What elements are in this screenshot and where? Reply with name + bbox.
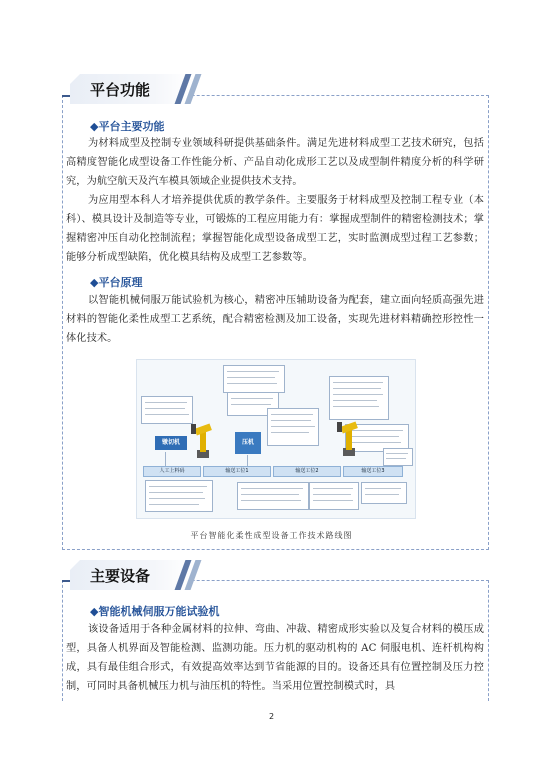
subheading-servo-machine — [90, 603, 219, 619]
section-title-text: 平台功能 — [90, 80, 151, 99]
robot-arm-icon — [189, 420, 215, 460]
paragraph-teaching: 为应用型本科人才培养提供优质的教学条件。主要服务于材料成型及控制工程专业（本科）、模具设计及制造等专业，可锻炼的工程应用能力有：掌握成型制件的精密检测技术；掌握精密冲压自动化控制流程；掌握智能化成型设备成型工艺，实时监测成型过程工艺参数；能够分析成型缺陷，优化模具结构及成型工艺参数等。 — [66, 195, 484, 263]
conveyor-station-1: 输送工位1 — [203, 466, 271, 477]
workflow-diagram — [136, 359, 416, 519]
note-box — [223, 365, 285, 393]
connector — [247, 455, 248, 466]
section-title-text: 主要设备 — [90, 566, 151, 585]
subheading-text: ◆平台原理 — [90, 276, 143, 289]
note-box — [237, 482, 309, 510]
connector — [165, 452, 166, 466]
paragraph-research: 为材料成型及控制专业领域科研提供基础条件。满足先进材料成型工艺技术研究，包括高精度智能化成型设备工作性能分析、产品自动化成形工艺以及成型制件精度分析的科学研究，为航空航天及汽车模具领域企业提供技术支持。 — [66, 138, 484, 187]
note-box — [309, 482, 359, 510]
press-label: 压机 — [235, 432, 261, 454]
page-number: 2 — [268, 712, 275, 721]
upsetting-machine-label: 镦切机 — [155, 436, 187, 450]
subheading-principle — [90, 274, 142, 290]
note-box — [329, 376, 389, 420]
conveyor-station-3: 输送工位3 — [343, 466, 403, 477]
robot-arm-icon — [335, 418, 361, 458]
note-box — [361, 482, 407, 504]
section-title-equipment — [70, 560, 150, 590]
note-box — [141, 396, 193, 424]
paragraph-servo-machine: 该设备适用于各种金属材料的拉伸、弯曲、冲裁、精密成形实验以及复合材料的模压成型，具备人机界面及智能检测、监测功能。压力机的驱动机构的 AC 伺服电机、连杆机构构成，具有最佳组合形式，有效提高效率达到节省能源的目的。设备还具有位置控制及压力控制，可同时具备机械压力机与油压机的特性。当采用位置控制模式时，具 — [66, 624, 484, 692]
figure-caption: 平台智能化柔性成型设备工作技术路线图 — [190, 531, 353, 540]
manual-loading-station: 人工上料码 — [143, 466, 201, 477]
note-box — [383, 448, 413, 466]
note-box — [267, 408, 319, 446]
subheading-text: ◆智能机械伺服万能试验机 — [90, 605, 220, 618]
subheading-main-function — [90, 118, 164, 134]
note-box — [145, 480, 213, 512]
subheading-text: ◆平台主要功能 — [90, 120, 165, 133]
conveyor-station-2: 输送工位2 — [273, 466, 341, 477]
section-title-platform — [70, 74, 150, 104]
paragraph-principle: 以智能机械伺服万能试验机为核心，精密冲压辅助设备为配套，建立面向轻质高强先进材料的智能化柔性成型工艺系统，配合精密检测及加工设备，实现先进材料精确控形控性一体化技术。 — [66, 295, 484, 344]
